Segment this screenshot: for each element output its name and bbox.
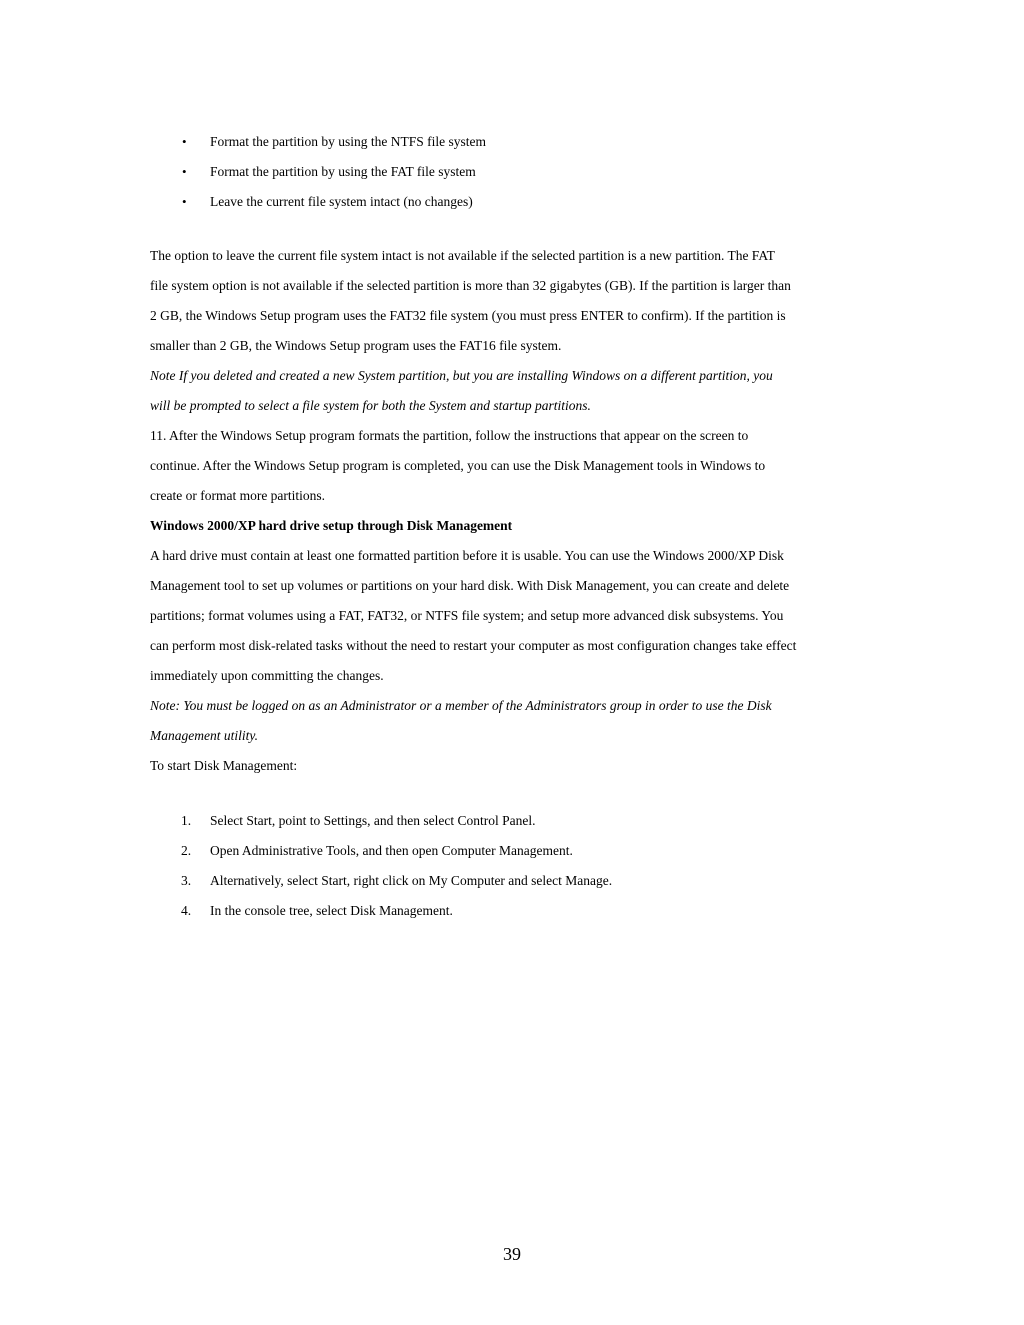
note-line: Management utility. xyxy=(150,728,258,743)
paragraph-line: 11. After the Windows Setup program formats the partition, follow the instructions that appear on the screen to xyxy=(150,428,749,443)
bullet-text: Leave the current file system intact (no changes) xyxy=(210,194,473,209)
bullet-icon: • xyxy=(182,194,187,209)
paragraph-line: The option to leave the current file system intact is not available if the selected partition is a new partition. The FAT xyxy=(150,248,775,263)
bullet-text: Format the partition by using the FAT file system xyxy=(210,164,476,179)
paragraph-line: continue. After the Windows Setup program is completed, you can use the Disk Management tools in Windows to xyxy=(150,458,766,473)
bullet-icon: • xyxy=(182,164,187,179)
step-number: 3. xyxy=(181,873,192,888)
step-number: 2. xyxy=(181,843,192,858)
bullet-icon: • xyxy=(182,134,187,149)
note-line: will be prompted to select a file system for both the System and startup partitions. xyxy=(150,398,591,413)
paragraph-line: immediately upon committing the changes. xyxy=(150,668,384,683)
paragraph-line: Management tool to set up volumes or partitions on your hard disk. With Disk Management, you can create and delete xyxy=(150,578,790,593)
paragraph-line: can perform most disk-related tasks without the need to restart your computer as most configuration changes take effect xyxy=(150,638,797,653)
step-number: 1. xyxy=(181,813,192,828)
step-text: Alternatively, select Start, right click on My Computer and select Manage. xyxy=(210,873,613,888)
paragraph-line: file system option is not available if the selected partition is more than 32 gigabytes (GB). If the partition is larger than xyxy=(150,278,791,293)
note-line: Note If you deleted and created a new System partition, but you are installing Windows on a different partition, you xyxy=(150,368,773,383)
page-number: 39 xyxy=(503,1244,521,1264)
step-number: 4. xyxy=(181,903,192,918)
paragraph-line: create or format more partitions. xyxy=(150,488,326,503)
paragraph-line: partitions; format volumes using a FAT, FAT32, or NTFS file system; and setup more advanced disk subsystems. You xyxy=(150,608,784,623)
paragraph-line: smaller than 2 GB, the Windows Setup program uses the FAT16 file system. xyxy=(150,338,562,353)
bullet-text: Format the partition by using the NTFS file system xyxy=(210,134,486,149)
section-heading: Windows 2000/XP hard drive setup through Disk Management xyxy=(150,518,513,533)
step-text: In the console tree, select Disk Management. xyxy=(210,903,453,918)
paragraph-line: To start Disk Management: xyxy=(150,758,298,773)
note-line: Note: You must be logged on as an Administrator or a member of the Administrators group in order to use the Disk xyxy=(150,698,772,713)
paragraph-line: 2 GB, the Windows Setup program uses the FAT32 file system (you must press ENTER to confirm). If the partition is xyxy=(150,308,786,323)
step-text: Open Administrative Tools, and then open Computer Management. xyxy=(210,843,573,858)
paragraph-line: A hard drive must contain at least one formatted partition before it is usable. You can use the Windows 2000/XP Disk xyxy=(150,548,784,563)
step-text: Select Start, point to Settings, and then select Control Panel. xyxy=(210,813,536,828)
